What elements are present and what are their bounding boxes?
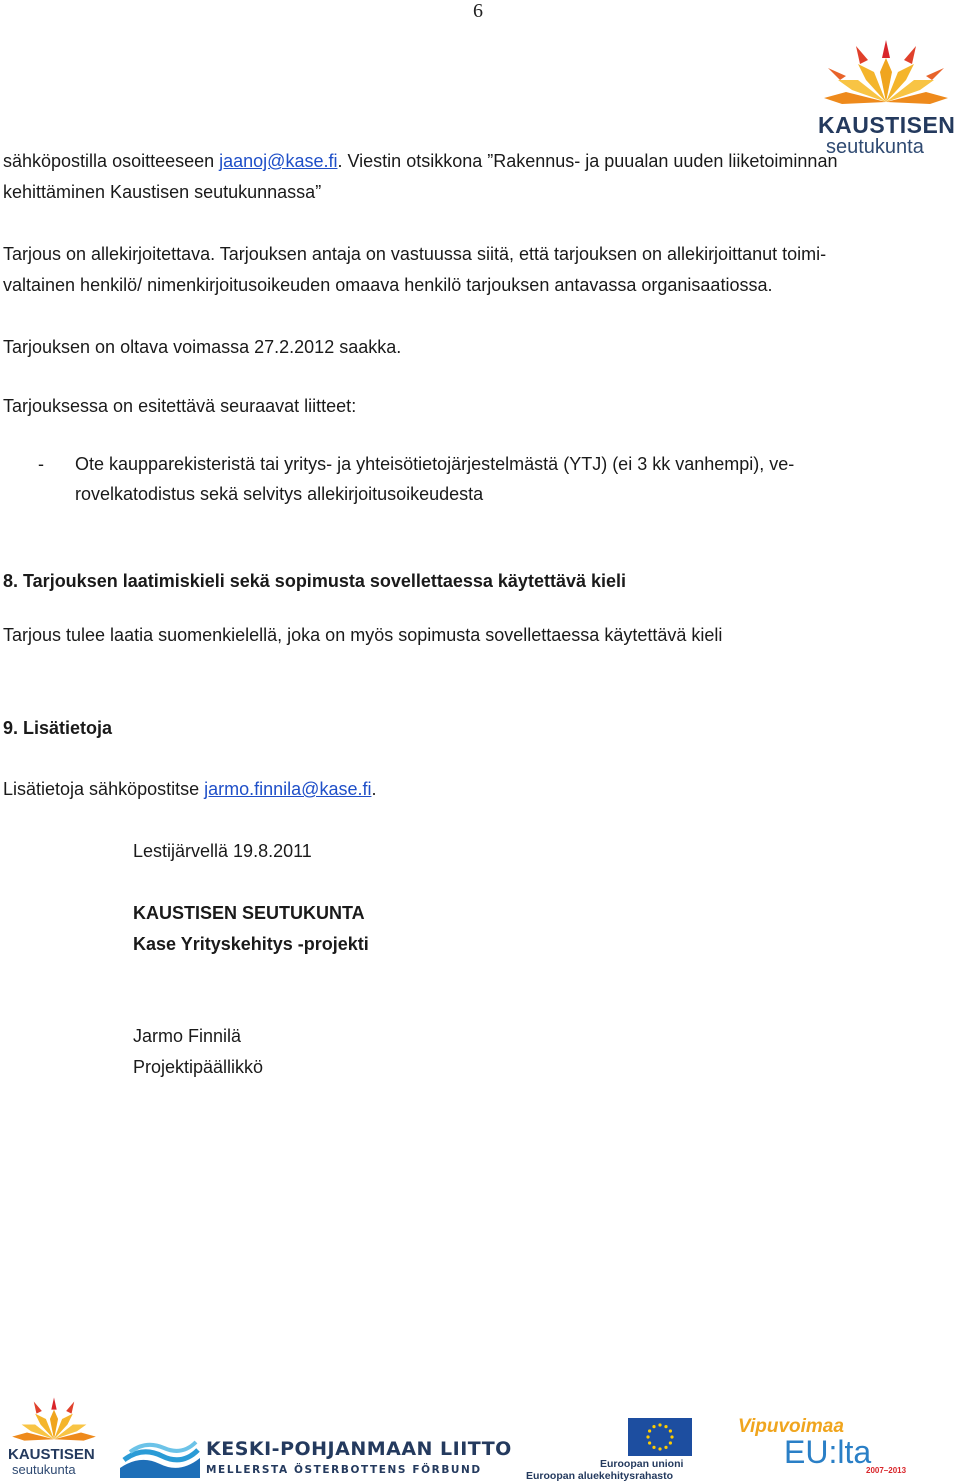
kpl-logo [120,1434,512,1478]
footer-kaustinen-title: KAUSTISEN [8,1446,95,1463]
list-item-line1: Ote kaupparekisteristä tai yritys- ja yhteisötietojärjestelmästä (YTJ) (ei 3 kk vanhempi), ve- [75,454,795,474]
project-name: Kase Yrityskehitys -projekti [133,934,369,954]
signer-role: Projektipäällikkö [133,1057,264,1077]
kpl-subtitle: MELLERSTA ÖSTERBOTTENS FÖRBUND [206,1464,482,1476]
vipu-eu: EU:lta [784,1434,872,1470]
wave-logo-icon [120,1434,200,1478]
attachments-intro: Tarjouksessa on esitettävä seuraavat liitteet: [3,396,357,416]
email-link-jarmo[interactable]: jarmo.finnila@kase.fi [204,779,372,799]
email-line2: kehittäminen Kaustisen seutukunnassa” [3,182,322,202]
eu-star [658,1423,661,1426]
flower-logo-icon [818,20,954,110]
email-line1-prefix: sähköpostilla osoitteeseen [3,151,220,171]
vipu-years: 2007–2013 [866,1466,907,1475]
page-number: 6 [473,0,483,22]
eu-star [664,1425,667,1428]
org-name: KAUSTISEN SEUTUKUNTA [133,903,365,923]
email-link-jaanoj[interactable]: jaanoj@kase.fi [219,151,338,171]
section9-body [3,774,376,805]
flower-logo-small-icon [8,1388,100,1442]
list-item-line2: rovelkatodistus sekä selvitys allekirjoitusoikeudesta [75,484,484,504]
eu-star [669,1441,672,1444]
eu-star [670,1435,673,1438]
eu-star [669,1429,672,1432]
header-logo-title: KAUSTISEN [818,112,956,138]
eu-logo [524,1418,698,1480]
eu-line2: Euroopan aluekehitysrahasto [526,1470,674,1482]
kpl-title: KESKI-POHJANMAAN LIITTO [206,1438,512,1460]
signing-line1: Tarjous on allekirjoitettava. Tarjouksen antaja on vastuussa siitä, että tarjouksen on allekirjoittanut toimi- [3,244,827,264]
kaustinen-logo-header [818,20,956,158]
email-paragraph [3,146,837,177]
signing-line2: valtainen henkilö/ nimenkirjoitusoikeuden omaava henkilö tarjouksen antavassa organisaatiossa. [3,275,773,295]
email-line1-suffix: . Viestin otsikkona ”Rakennus- ja puualan uuden liiketoiminnan [337,151,838,171]
place-date: Lestijärvellä 19.8.2011 [133,841,312,861]
header-logo-subtitle: seutukunta [826,136,924,158]
eu-star [646,1435,649,1438]
section9-body-suffix: . [371,779,377,799]
signer-name: Jarmo Finnilä [133,1026,242,1046]
vipuvoimaa-logo [736,1416,926,1478]
validity-text: Tarjouksen on oltava voimassa 27.2.2012 saakka. [3,337,402,357]
eu-flag-icon [628,1418,692,1456]
eu-star [652,1425,655,1428]
list-item-dash: - [38,454,44,474]
vipu-title: Vipuvoimaa [738,1416,844,1437]
eu-star [664,1446,667,1449]
eu-star [648,1429,651,1432]
eu-star [648,1441,651,1444]
eu-star [652,1446,655,1449]
eu-line1: Euroopan unioni [600,1458,684,1470]
section8-body: Tarjous tulee laatia suomenkielellä, joka on myös sopimusta sovellettaessa käytettävä kieli [3,625,723,645]
section9-heading: 9. Lisätietoja [3,718,113,738]
eu-star [658,1447,661,1450]
footer-kaustinen-subtitle: seutukunta [12,1462,76,1477]
section9-body-prefix: Lisätietoja sähköpostitse [3,779,205,799]
section8-heading: 8. Tarjouksen laatimiskieli sekä sopimusta sovellettaessa käytettävä kieli [3,571,626,591]
kaustinen-logo-footer [8,1388,100,1478]
